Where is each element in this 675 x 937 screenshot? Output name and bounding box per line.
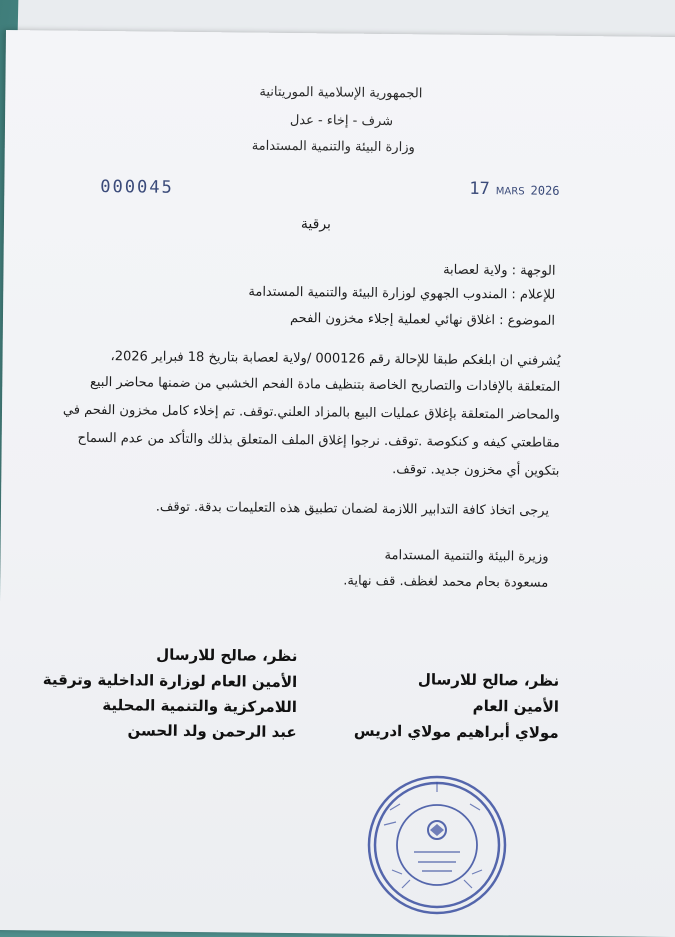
body-line: يُشرفني ان ابلغكم طبقا للإحالة رقم 000126 /ولاية لعصابة بتاريخ 18 فبراير 2026،: [110, 349, 561, 369]
right-title: الأمين العام: [472, 696, 560, 716]
body-line: مقاطعتي كيفه و كنكوصة .توقف. نرجوا إغلاق الملف المتعلق بذلك والتأكد من عدم السماح: [77, 430, 560, 451]
date-day: 17: [469, 178, 490, 200]
closing-name: مسعودة بحام محمد لغظف. قف نهاية.: [343, 573, 549, 591]
date-month: MARS: [495, 186, 525, 198]
date-year: 2026: [530, 183, 560, 198]
instruction-line: يرجى اتخاذ كافة التدابير اللازمة لضمان تطبيق هذه التعليمات بدقة. توقف.: [155, 499, 550, 519]
header-republic: الجمهورية الإسلامية الموريتانية: [259, 84, 423, 102]
document-page: [0, 30, 675, 937]
right-approved: نظر، صالح للارسال: [417, 670, 560, 690]
left-name: عبد الرحمن ولد الحسن: [127, 721, 297, 742]
official-stamp: [362, 770, 512, 920]
body-line: المتعلقة بالإفادات والتصاريح الخاصة بتنظيف مادة الفحم الخشبي من ضمنها محاضر البيع: [89, 374, 561, 395]
recipient-line: الوجهة : ولاية لعصابة: [443, 262, 556, 279]
left-approved: نظر، صالح للارسال: [156, 645, 298, 666]
closing-ministry: وزيرة البيئة والتنمية المستدامة: [384, 547, 549, 565]
right-name: مولاي أبراهيم مولاي ادريس: [353, 721, 559, 742]
document-type: برقية: [300, 216, 332, 233]
left-title-1: الأمين العام لوزارة الداخلية وترقية: [42, 670, 298, 692]
header-motto: شرف - إخاء - عدل: [289, 112, 394, 130]
header-ministry: وزارة البيئة والتنمية المستدامة: [251, 138, 415, 156]
reference-number: 000045: [100, 176, 174, 198]
cc-line: للإعلام : المندوب الجهوي لوزارة البيئة والتنمية المستدامة: [248, 284, 556, 303]
left-title-2: اللامركزية والتنمية المحلية: [102, 696, 298, 717]
subject-line: الموضوع : اغلاق نهائي لعملية إجلاء مخزون الفحم: [289, 310, 556, 329]
date-stamp: [469, 179, 559, 200]
body-line: بتكوين أي مخزون جديد. توقف.: [392, 462, 560, 479]
body-line: والمحاضر المتعلقة بإغلاق عمليات البيع بالمزاد العلني.توقف. تم إخلاء كامل مخزون الفحم في: [62, 402, 561, 423]
